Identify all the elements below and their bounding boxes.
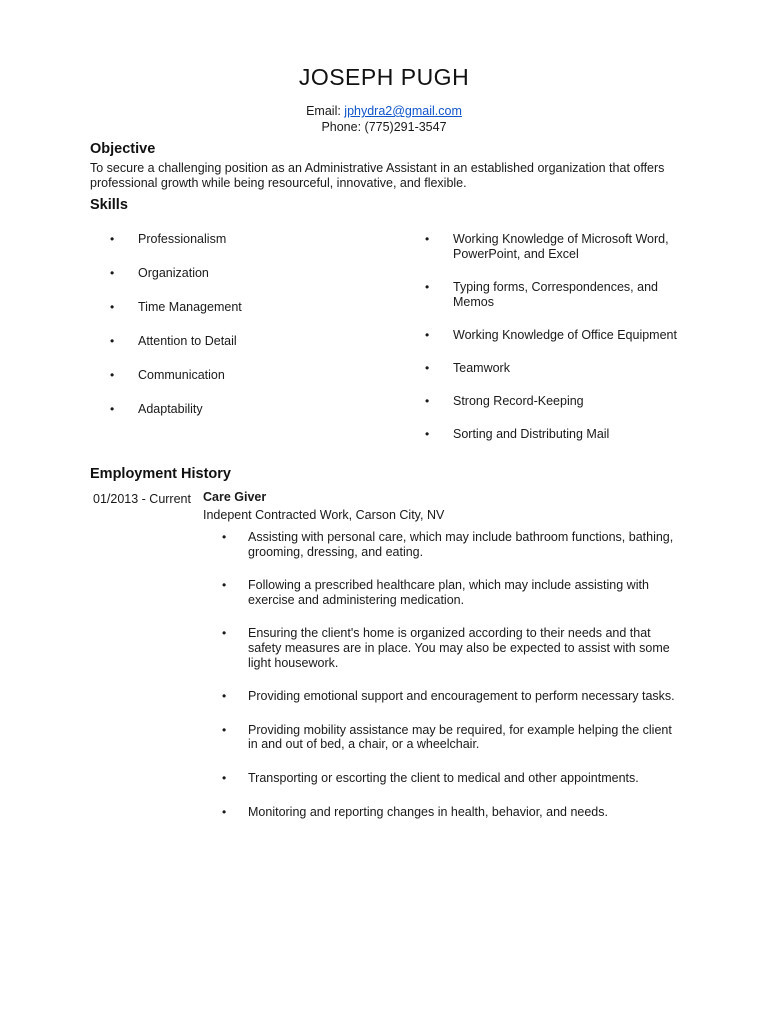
duty-item: • Ensuring the client's home is organized according to their needs and that safety measures are in place. You may also be expected to assist with some light housework. — [222, 626, 682, 670]
skills-list-left — [110, 232, 370, 436]
skills-heading: Skills — [90, 197, 128, 213]
skill-item: • Strong Record-Keeping — [425, 394, 695, 409]
skill-item: • Sorting and Distributing Mail — [425, 427, 695, 442]
skill-item: • Attention to Detail — [110, 334, 370, 349]
skill-item: • Organization — [110, 266, 370, 281]
duty-item: • Assisting with personal care, which may include bathroom functions, bathing, grooming, dressing, and eating. — [222, 530, 682, 559]
job-title: Care Giver — [203, 490, 267, 504]
job-dates: 01/2013 - Current — [93, 492, 191, 506]
email-line — [0, 104, 768, 120]
candidate-name: JOSEPH PUGH — [298, 64, 470, 90]
objective-text: To secure a challenging position as an Administrative Assistant in an established organization that offers professional growth while being resourceful, innovative, and flexible. — [90, 161, 665, 190]
skill-item: • Working Knowledge of Microsoft Word, PowerPoint, and Excel — [425, 232, 695, 262]
duty-item: • Transporting or escorting the client to medical and other appointments. — [222, 771, 682, 786]
employment-heading: Employment History — [90, 466, 231, 482]
duty-item: • Following a prescribed healthcare plan, which may include assisting with exercise and administering medication. — [222, 578, 682, 607]
duty-item: • Providing mobility assistance may be required, for example helping the client in and out of bed, a chair, or a wheelchair. — [222, 723, 682, 752]
contact-block — [0, 104, 768, 135]
skill-item: • Communication — [110, 368, 370, 383]
skill-item: • Adaptability — [110, 402, 370, 417]
skill-item: • Professionalism — [110, 232, 370, 247]
objective-heading: Objective — [90, 141, 156, 157]
email-label: Email: — [306, 104, 345, 118]
duty-item: • Providing emotional support and encouragement to perform necessary tasks. — [222, 689, 682, 704]
duty-item: • Monitoring and reporting changes in health, behavior, and needs. — [222, 805, 682, 820]
skills-list-right — [425, 232, 695, 460]
job-employer: Indepent Contracted Work, Carson City, NV — [203, 508, 445, 522]
job-duties-list — [222, 530, 682, 838]
skill-item: • Time Management — [110, 300, 370, 315]
skill-item: • Working Knowledge of Office Equipment — [425, 328, 695, 343]
skill-item: • Typing forms, Correspondences, and Memos — [425, 280, 695, 310]
email-link[interactable]: jphydra2@gmail.com — [344, 104, 462, 118]
skill-item: • Teamwork — [425, 361, 695, 376]
phone-line: Phone: (775)291-3547 — [321, 119, 447, 134]
